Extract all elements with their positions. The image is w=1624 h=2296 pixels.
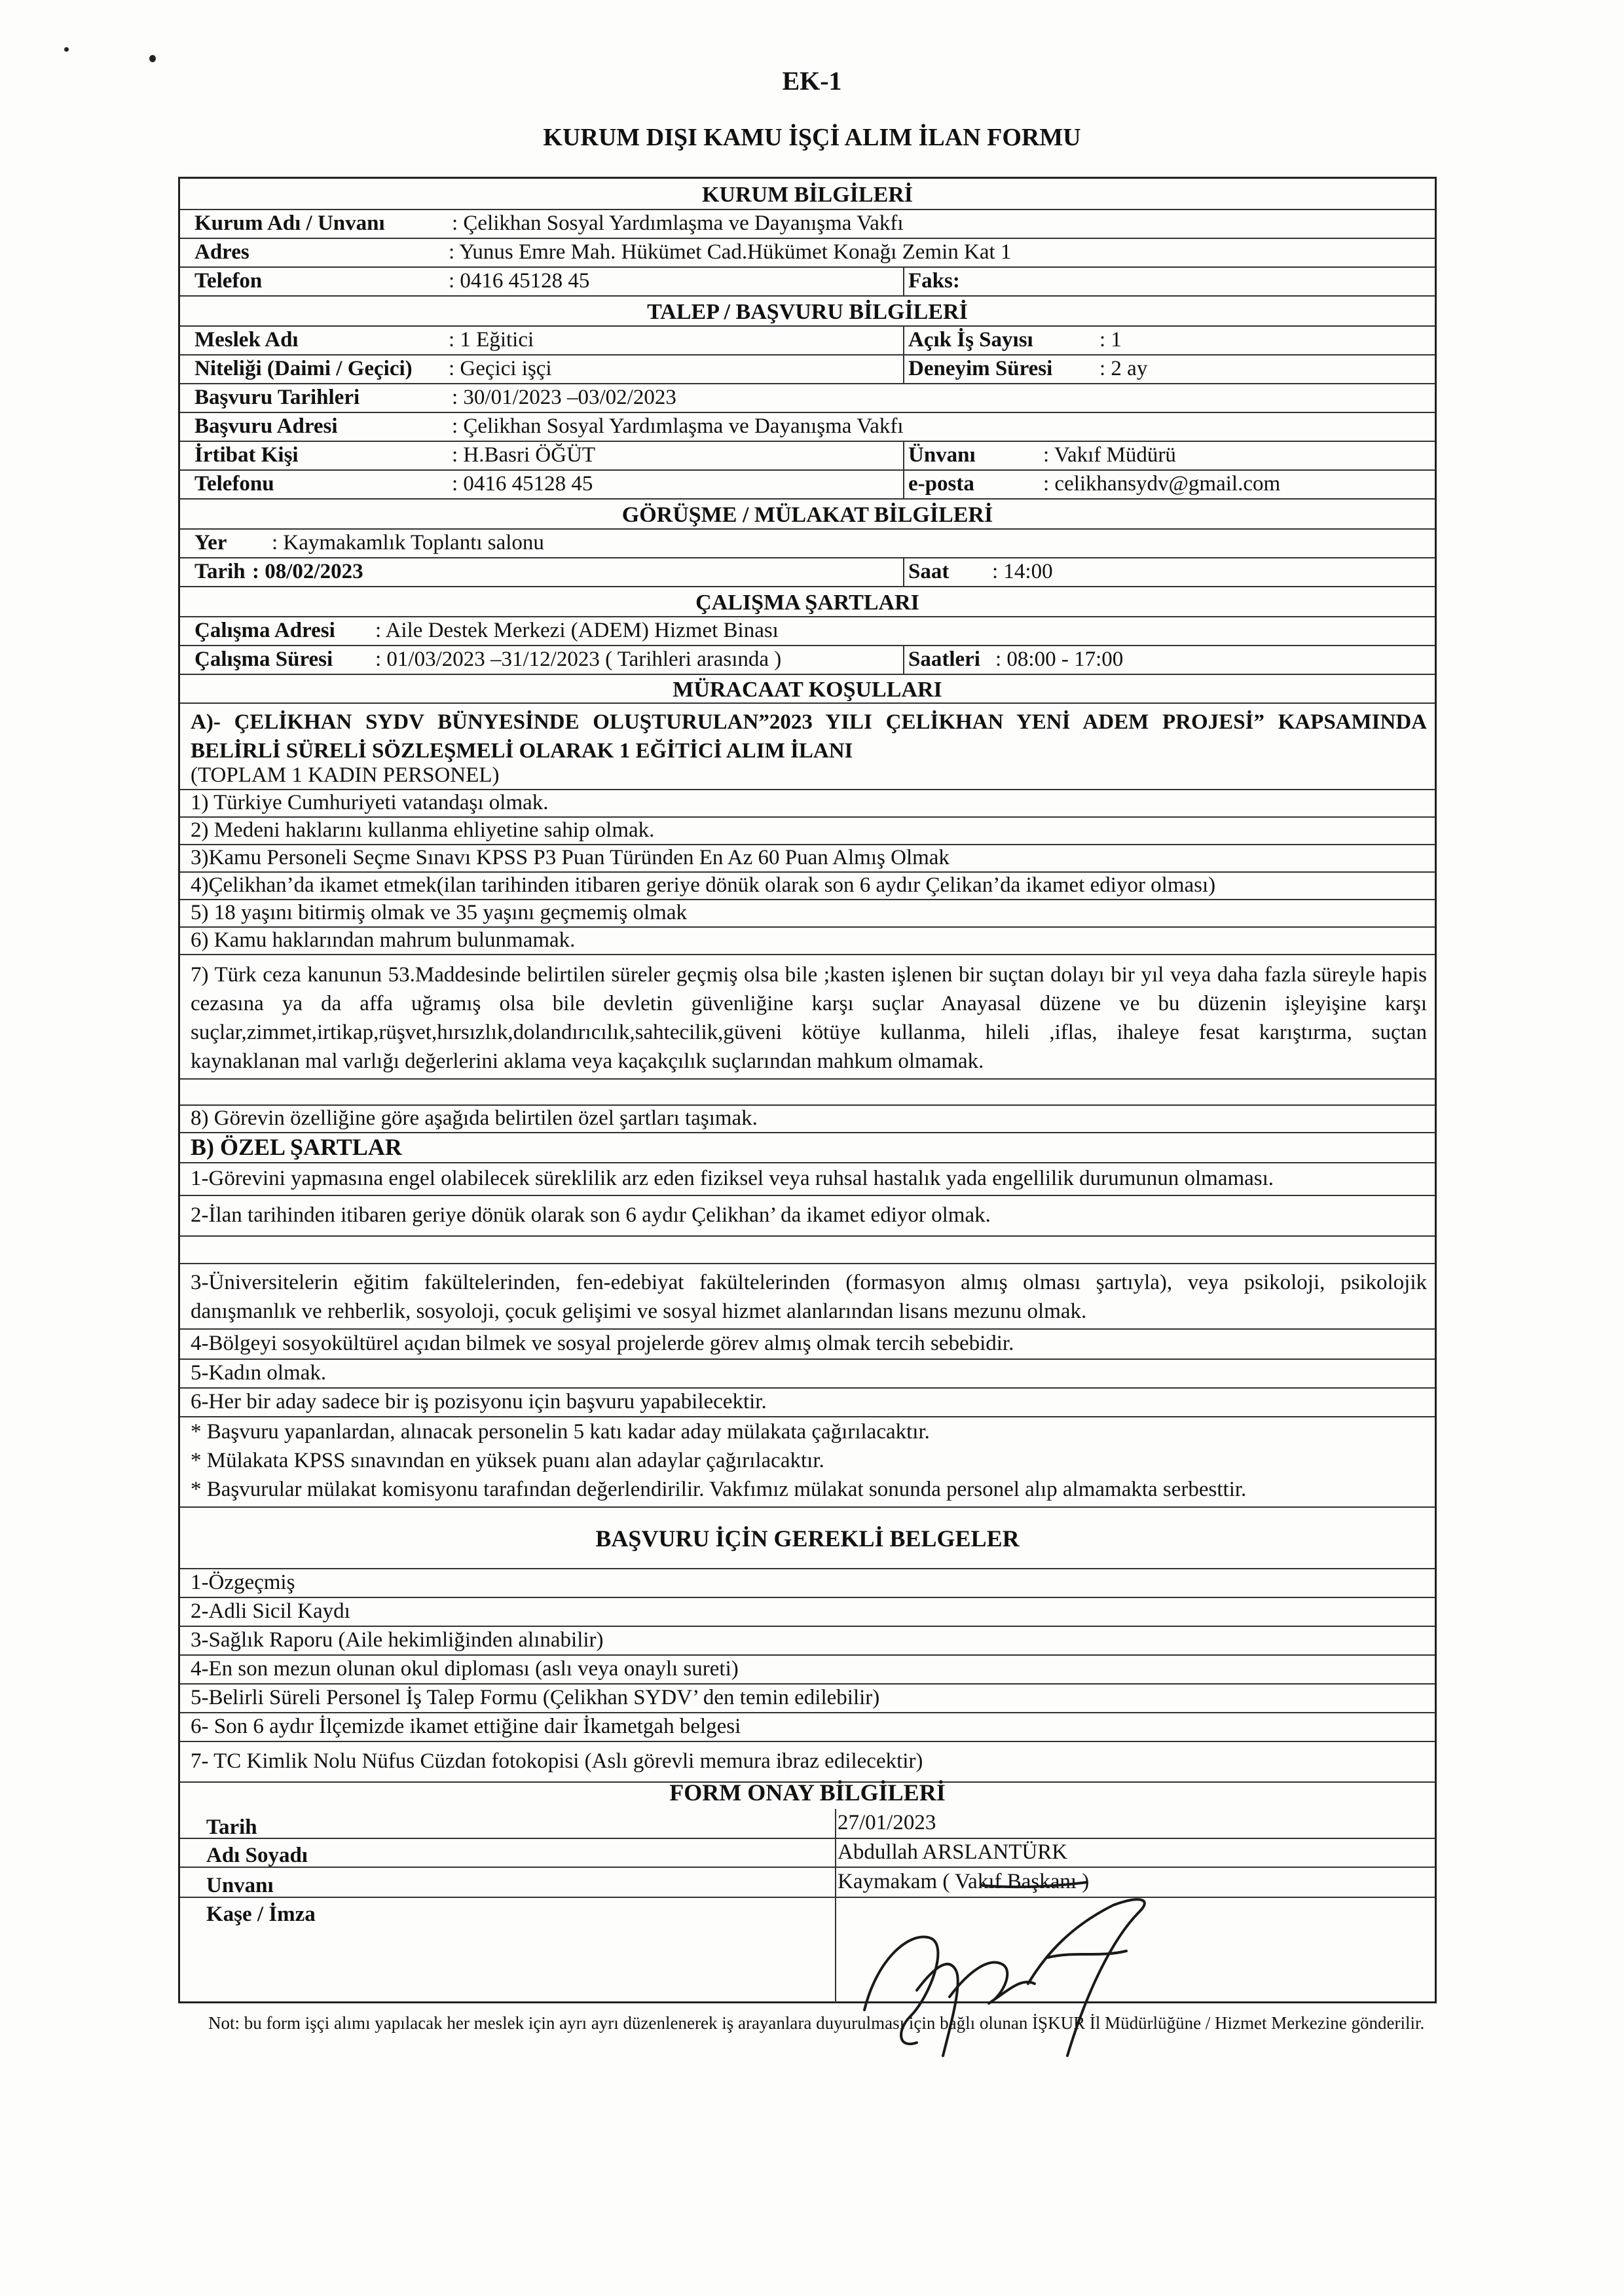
row-kurum-name bbox=[180, 210, 1435, 239]
label: Tarih bbox=[194, 560, 246, 584]
label: Saatleri bbox=[908, 647, 980, 672]
special-text: 3-Üniversitelerin eğitim fakültelerinden, fen-edebiyat fakültelerinden (formasyon almış olması şartıyla), veya psikoloji, psikolojik danışmanlık ve rehberlik, sosyoloji, çocuk gelişimi ve sosyal hizmet alanlarından lisans mezunu olmak. bbox=[191, 1271, 1427, 1323]
document-text: 2-Adli Sicil Kaydı bbox=[191, 1599, 350, 1624]
special-text: 4-Bölgeyi sosyokültürel açıdan bilmek ve sosyal projelerde görev almış olmak tercih sebebidir. bbox=[191, 1332, 1014, 1356]
value: : 14:00 bbox=[992, 560, 1053, 584]
value: : 1 bbox=[1099, 328, 1122, 352]
row-work-duration bbox=[180, 646, 1435, 675]
value: : 2 ay bbox=[1099, 357, 1148, 381]
annex-label: EK-1 bbox=[782, 66, 842, 96]
label: Çalışma Süresi bbox=[194, 647, 333, 672]
row-contact-phone bbox=[180, 471, 1435, 500]
section-title: GÖRÜŞME / MÜLAKAT BİLGİLERİ bbox=[621, 503, 993, 527]
document-text: 5-Belirli Süreli Personel İş Talep Formu (Çelikhan SYDV’ den temin edilebilir) bbox=[191, 1686, 880, 1710]
row-special-2 bbox=[180, 1196, 1435, 1237]
label: Kurum Adı / Unvanı bbox=[194, 211, 385, 236]
label: Adı Soyadı bbox=[206, 1844, 308, 1868]
divider bbox=[903, 355, 904, 383]
label: Başvuru Tarihleri bbox=[194, 386, 360, 410]
row-dates bbox=[180, 384, 1435, 413]
handwritten-signature bbox=[851, 1859, 1166, 2069]
row-kurum-phone bbox=[180, 268, 1435, 297]
divider bbox=[835, 1868, 836, 1897]
label: Deneyim Süresi bbox=[908, 357, 1053, 381]
email-value: : celikhansydv@gmail.com bbox=[1043, 472, 1281, 496]
condition-text: 1) Türkiye Cumhuriyeti vatandaşı olmak. bbox=[191, 791, 549, 815]
job-posting-form bbox=[178, 177, 1437, 2003]
label: Yer bbox=[194, 531, 227, 555]
section-title: ÇALIŞMA ŞARTLARI bbox=[695, 591, 919, 615]
row-approval-date bbox=[180, 1809, 1435, 1839]
document-text: 3-Sağlık Raporu (Aile hekimliğinden alınabilir) bbox=[191, 1628, 604, 1652]
condition-text: 3)Kamu Personeli Seçme Sınavı KPSS P3 Puan Türünden En Az 60 Puan Almış Olmak bbox=[191, 846, 950, 870]
label: Niteliği (Daimi / Geçici) bbox=[194, 357, 413, 381]
special-text: 1-Görevini yapmasına engel olabilecek süreklilik arz eden fiziksel veya ruhsal hastalık yada engellilik durumunun olmaması. bbox=[191, 1167, 1274, 1191]
row-ozel-heading bbox=[180, 1133, 1435, 1163]
label: Tarih bbox=[206, 1815, 257, 1840]
row-approval-stamp bbox=[180, 1898, 1435, 2003]
value: : 01/03/2023 –31/12/2023 ( Tarihleri arasında ) bbox=[375, 647, 782, 672]
value: : Geçici işçi bbox=[449, 357, 552, 381]
value: Abdullah ARSLANTÜRK bbox=[838, 1840, 1068, 1865]
row-interview-date bbox=[180, 558, 1435, 587]
note-text: * Başvurular mülakat komisyonu tarafından değerlendirilir. Vakfımız mülakat sonunda personel alıp almamakta serbesttir. bbox=[191, 1478, 1247, 1502]
document-text: 6- Son 6 aydır İlçemizde ikamet ettiğine dair İkametgah belgesi bbox=[191, 1715, 741, 1739]
divider bbox=[903, 646, 904, 674]
divider bbox=[835, 1898, 836, 2003]
label: Faks: bbox=[908, 269, 960, 293]
row-condition-5 bbox=[180, 900, 1435, 928]
label: e-posta bbox=[908, 472, 974, 496]
special-text: 5-Kadın olmak. bbox=[191, 1361, 327, 1385]
row-condition-7 bbox=[180, 955, 1435, 1080]
value: : 30/01/2023 –03/02/2023 bbox=[452, 386, 676, 410]
row-special-spacer bbox=[180, 1237, 1435, 1264]
section-talep-header bbox=[180, 297, 1435, 327]
scan-speck bbox=[64, 47, 69, 52]
row-condition-6 bbox=[180, 928, 1435, 955]
form-title: KURUM DIŞI KAMU İŞÇİ ALIM İLAN FORMU bbox=[543, 124, 1081, 151]
label: Açık İş Sayısı bbox=[908, 328, 1033, 352]
note-text: * Mülakata KPSS sınavından en yüksek puanı alan adaylar çağırılacaktır. bbox=[191, 1449, 824, 1473]
row-doc-3 bbox=[180, 1627, 1435, 1656]
footer-note: Not: bu form işçi alımı yapılacak her meslek için ayrı ayrı düzenlenerek iş arayanlara duyurulması için bağlı olunan İŞKUR İl Müdürlüğüne / Hizmet Merkezine gönderilir. bbox=[208, 2013, 1425, 2033]
section-title: TALEP / BAŞVURU BİLGİLERİ bbox=[647, 300, 968, 324]
document-text: 7- TC Kimlik Nolu Nüfus Cüzdan fotokopisi (Aslı görevli memura ibraz edilecektir) bbox=[191, 1749, 923, 1774]
row-condition-8 bbox=[180, 1106, 1435, 1133]
label: İrtibat Kişi bbox=[194, 443, 299, 467]
scan-speck bbox=[149, 55, 156, 62]
condition-text: 8) Görevin özelliğine göre aşağıda belirtilen özel şartları taşımak. bbox=[191, 1106, 758, 1131]
label: Kaşe / İmza bbox=[206, 1903, 316, 1927]
section-kurum-header bbox=[180, 179, 1435, 210]
section-calisma-header bbox=[180, 587, 1435, 617]
announcement-subheading: (TOPLAM 1 KADIN PERSONEL) bbox=[191, 763, 500, 788]
row-special-1 bbox=[180, 1163, 1435, 1196]
row-muracaat-heading bbox=[180, 704, 1435, 790]
value: : Aile Destek Merkezi (ADEM) Hizmet Binası bbox=[375, 619, 779, 643]
value: : Yunus Emre Mah. Hükümet Cad.Hükümet Konağı Zemin Kat 1 bbox=[449, 240, 1012, 264]
section-title: KURUM BİLGİLERİ bbox=[701, 183, 913, 207]
divider bbox=[835, 1839, 836, 1867]
announcement-heading: A)- ÇELİKHAN SYDV BÜNYESİNDE OLUŞTURULAN”2023 YILI ÇELİKHAN YENİ ADEM PROJESİ” KAPSAMINDA BELİRLİ SÜRELİ SÖZLEŞMELİ OLARAK 1 EĞİTİCİ ALIM İLANI bbox=[191, 710, 1427, 763]
row-doc-4 bbox=[180, 1656, 1435, 1685]
section-title: BAŞVURU İÇİN GEREKLİ BELGELER bbox=[595, 1525, 1020, 1552]
special-conditions-heading: B) ÖZEL ŞARTLAR bbox=[191, 1134, 402, 1161]
row-doc-7 bbox=[180, 1742, 1435, 1783]
row-doc-2 bbox=[180, 1598, 1435, 1627]
label: Ünvanı bbox=[908, 443, 976, 467]
special-text: 2-İlan tarihinden itibaren geriye dönük olarak son 6 aydır Çelikhan’ da ikamet ediyor olmak. bbox=[191, 1203, 991, 1228]
value: : 0416 45128 45 bbox=[452, 472, 593, 496]
row-place bbox=[180, 530, 1435, 558]
special-text: 6-Her bir aday sadece bir iş pozisyonu için başvuru yapabilecektir. bbox=[191, 1390, 767, 1414]
value: : 0416 45128 45 bbox=[449, 269, 590, 293]
row-approval-title bbox=[180, 1868, 1435, 1898]
row-special-6 bbox=[180, 1389, 1435, 1417]
value: : H.Basri ÖĞÜT bbox=[452, 443, 596, 467]
row-approval-name bbox=[180, 1839, 1435, 1868]
row-doc-5 bbox=[180, 1685, 1435, 1713]
row-apply-address bbox=[180, 413, 1435, 442]
label: Adres bbox=[194, 240, 249, 264]
document-text: 1-Özgeçmiş bbox=[191, 1571, 295, 1595]
document-text: 4-En son mezun olunan okul diploması (aslı veya onaylı sureti) bbox=[191, 1657, 739, 1681]
value: : Çelikhan Sosyal Yardımlaşma ve Dayanışma Vakfı bbox=[452, 414, 904, 439]
label: Telefon bbox=[194, 269, 263, 293]
label: Başvuru Adresi bbox=[194, 414, 338, 439]
section-muracaat-header bbox=[180, 675, 1435, 704]
label: Çalışma Adresi bbox=[194, 619, 335, 643]
row-doc-6 bbox=[180, 1713, 1435, 1742]
divider bbox=[835, 1809, 836, 1838]
row-special-notes bbox=[180, 1417, 1435, 1508]
row-doc-1 bbox=[180, 1569, 1435, 1598]
row-condition-4 bbox=[180, 873, 1435, 900]
row-work-address bbox=[180, 617, 1435, 646]
note-text: * Başvuru yapanlardan, alınacak personelin 5 katı kadar aday mülakata çağırılacaktır. bbox=[191, 1420, 930, 1444]
condition-text: 2) Medeni haklarını kullanma ehliyetine sahip olmak. bbox=[191, 818, 655, 843]
row-job bbox=[180, 327, 1435, 355]
value: : 1 Eğitici bbox=[449, 328, 534, 352]
value: Kaymakam ( Vakıf Başkanı ) bbox=[838, 1870, 1090, 1894]
value: : 08:00 - 17:00 bbox=[995, 647, 1124, 672]
divider bbox=[903, 327, 904, 354]
label: Meslek Adı bbox=[194, 328, 299, 352]
divider bbox=[903, 558, 904, 586]
value: : Vakıf Müdürü bbox=[1043, 443, 1176, 467]
section-onay-title: FORM ONAY BİLGİLERİ bbox=[669, 1779, 946, 1806]
row-special-4 bbox=[180, 1330, 1435, 1360]
value: : Kaymakamlık Toplantı salonu bbox=[272, 531, 544, 555]
row-condition-3 bbox=[180, 845, 1435, 873]
section-title: MÜRACAAT KOŞULLARI bbox=[673, 678, 942, 702]
row-condition-2 bbox=[180, 818, 1435, 845]
condition-text: 4)Çelikhan’da ikamet etmek(ilan tarihinden itibaren geriye dönük olarak son 6 aydır Çelikan’da ikamet ediyor olması) bbox=[191, 873, 1216, 898]
label: Telefonu bbox=[194, 472, 274, 496]
condition-text: 5) 18 yaşını bitirmiş olmak ve 35 yaşını geçmemiş olmak bbox=[191, 901, 687, 925]
row-condition-1 bbox=[180, 790, 1435, 818]
row-special-5 bbox=[180, 1360, 1435, 1389]
section-gorusme-header bbox=[180, 500, 1435, 530]
section-belgeler-header bbox=[180, 1508, 1435, 1569]
row-type bbox=[180, 355, 1435, 384]
value: : Çelikhan Sosyal Yardımlaşma ve Dayanışma Vakfı bbox=[452, 211, 904, 236]
value: : 08/02/2023 bbox=[252, 560, 363, 584]
divider bbox=[903, 442, 904, 469]
row-special-3 bbox=[180, 1264, 1435, 1330]
value: 27/01/2023 bbox=[838, 1811, 936, 1835]
label: Unvanı bbox=[206, 1874, 274, 1898]
row-spacer bbox=[180, 1080, 1435, 1106]
row-contact bbox=[180, 442, 1435, 471]
divider bbox=[903, 268, 904, 295]
divider bbox=[903, 471, 904, 498]
condition-text: 6) Kamu haklarından mahrum bulunmamak. bbox=[191, 928, 576, 953]
condition-text: 7) Türk ceza kanunun 53.Maddesinde belirtilen süreler geçmiş olsa bile ;kasten işlenen bir suçtan dolayı bir yıl veya daha fazla süreyle hapis cezasına ya da affa uğramış olsa bile devletin güvenliğine karşı suçlar Anayasal düzene ve bu düzenin işleyişine karşı suçlar,zimmet,irtikap,rüşvet,hırsızlık,dolandırıcılık,sahtecilik,güveni kötüye kullanma, hileli ,iflas, ihaleye fesat karıştırma, suçtan kaynaklanan mal varlığı değerlerini aklama veya kaçakçılık suçlarından mahkum olmamak. bbox=[191, 963, 1427, 1073]
row-kurum-address bbox=[180, 239, 1435, 268]
label: Saat bbox=[908, 560, 950, 584]
